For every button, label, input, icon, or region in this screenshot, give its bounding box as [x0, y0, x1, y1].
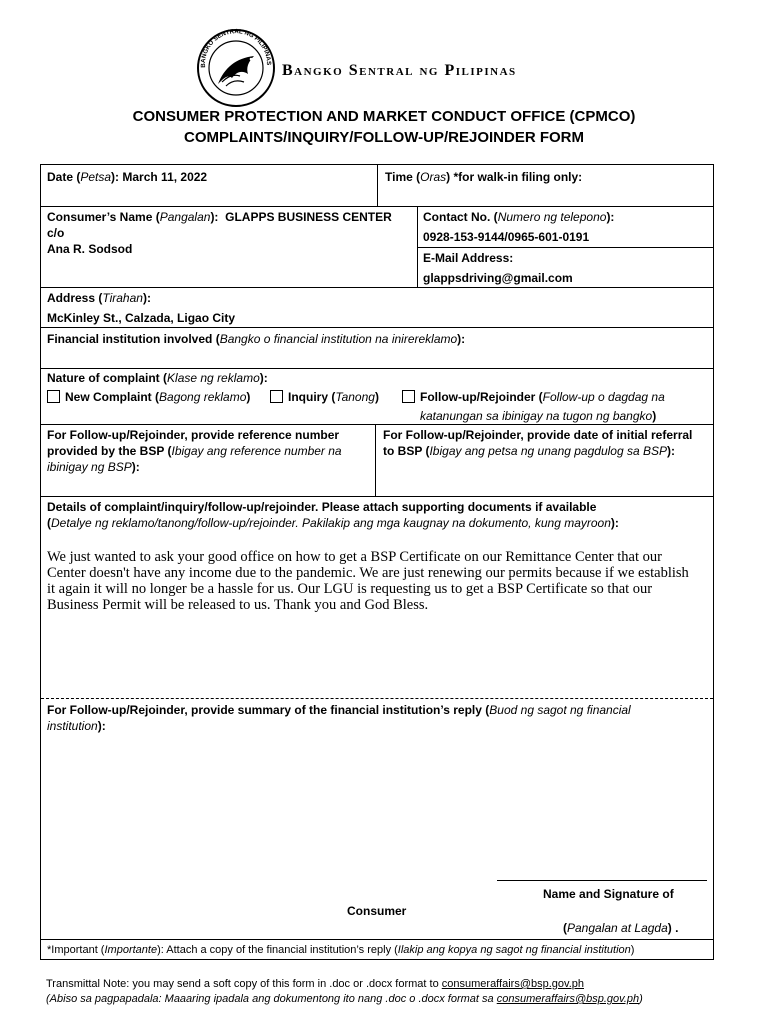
option-follow-up[interactable]: Follow-up/Rejoinder (Follow-up o dagdag na katanungan sa ibinigay na tugon ng bangko)	[402, 389, 665, 424]
email-field[interactable]	[423, 250, 573, 286]
signature-label-tl-text: Pangalan at Lagda	[567, 921, 668, 935]
date-label: Date	[47, 170, 74, 184]
referral-label-tl: Ibigay ang petsa ng unang pagdulog sa BSP	[429, 444, 667, 458]
form-office-title: CONSUMER PROTECTION AND MARKET CONDUCT OFFICE (CPMCO)	[132, 108, 636, 125]
name-value-line1: GLAPPS BUSINESS CENTER c/o	[47, 210, 392, 240]
nature-label-tl: Klase ng reklamo	[167, 371, 260, 385]
date-field[interactable]: Date (Petsa): March 11, 2022	[47, 170, 208, 184]
important-text: Attach a copy of the financial institution’s reply	[166, 944, 392, 956]
date-value: March 11, 2022	[122, 170, 208, 184]
email-value: glappsdriving@gmail.com	[423, 271, 573, 285]
email-link[interactable]: consumeraffairs@bsp.gov.ph	[441, 978, 584, 990]
details-line: it again it will no longer be a hassle for us. Our LGU is requesting us to get a BSP Certificate so that our	[47, 581, 653, 597]
signature-label-tl: (Pangalan at Lagda) .	[563, 921, 679, 935]
option-follow-up-tl: Follow-up o dagdag na	[542, 390, 665, 404]
important-text-tl: Ilakip ang kopya ng sagot ng financial institution	[397, 944, 631, 956]
details-text[interactable]	[47, 549, 689, 613]
institution-label-tl: Bangko o financial institution na inirereklamo	[219, 332, 458, 346]
ref-label-tl2: ibinigay ng BSP	[47, 460, 132, 474]
referral-label-line1: For Follow-up/Rejoinder, provide date of initial referral	[383, 428, 693, 442]
ref-label-tl1: Ibigay ang reference number na	[171, 444, 342, 458]
details-line: We just wanted to ask your good office on how to get a BSP Certificate on our Remittance Center that our	[47, 549, 662, 565]
nature-label: Nature of complaint (Klase ng reklamo):	[47, 371, 268, 385]
nature-label-text: Nature of complaint	[47, 371, 160, 385]
bank-name: Bangko Sentral ng Pilipinas	[282, 62, 517, 79]
transmittal-note-tl: (Abiso sa pagpapadala: Maaaring ipadala ang dokumentong ito nang .doc o .docx format sa consumeraffairs@bsp.gov.ph)	[46, 993, 643, 1005]
name-label: Consumer’s Name	[47, 210, 153, 224]
details-line: Center doesn't have any income due to the pandemic. We are just renewing our permits because if we establish	[47, 565, 689, 581]
transmittal-text: Transmittal Note: you may send a soft copy of this form in .doc or .docx format to	[46, 978, 439, 990]
reply-label-tl2: institution	[47, 719, 98, 733]
details-label-tl: Detalye ng reklamo/tanong/follow-up/rejoinder. Pakilakip ang mga kaugnay na dokumento, kung mayroon	[51, 516, 611, 530]
email-link-tl[interactable]: consumeraffairs@bsp.gov.ph	[496, 993, 640, 1005]
transmittal-text-tl: Abiso sa pagpapadala: Maaaring ipadala ang dokumentong ito nang .doc o .docx format sa	[49, 993, 494, 1005]
ref-label-line2: provided by the BSP	[47, 444, 165, 458]
seal-text: BANGKO SENTRAL NG PILIPINAS	[199, 28, 273, 68]
institution-field[interactable]: Financial institution involved (Bangko o financial institution na inirereklamo):	[47, 332, 466, 346]
checkbox-new-complaint[interactable]	[47, 390, 60, 403]
ref-label-line1: For Follow-up/Rejoinder, provide reference number	[47, 428, 340, 442]
address-field[interactable]: Address (Tirahan): McKinley St., Calzada, Ligao City	[47, 291, 236, 325]
referral-label-line2: to BSP	[383, 444, 423, 458]
checkbox-inquiry[interactable]	[270, 390, 283, 403]
reply-summary-field[interactable]: For Follow-up/Rejoinder, provide summary of the financial institution’s reply (Buod ng sagot ng financial institution):	[47, 703, 631, 733]
signature-line[interactable]	[497, 880, 707, 881]
institution-label: Financial institution involved	[47, 332, 213, 346]
option-new-complaint-tl: Bagong reklamo	[159, 390, 247, 404]
option-follow-up-tl2: katanungan sa ibinigay na tugon ng bangko	[420, 409, 653, 423]
signature-label-consumer: Consumer	[347, 904, 407, 918]
name-label-tl: Pangalan	[159, 210, 211, 224]
consumer-name-field[interactable]: Consumer’s Name (Pangalan): GLAPPS BUSINESS CENTER c/o Ana R. Sodsod	[47, 209, 409, 257]
contact-label-tl: Numero ng telepono	[497, 210, 607, 224]
option-inquiry-label: Inquiry	[288, 390, 329, 404]
reference-number-field[interactable]: For Follow-up/Rejoinder, provide reference number provided by the BSP (Ibigay ang reference number na ibinigay ng BSP):	[47, 427, 371, 475]
contact-field[interactable]: Contact No. (Numero ng telepono): 0928-153-9144/0965-601-0191	[423, 210, 615, 244]
important-label-tl: Importante	[104, 944, 158, 956]
bsp-seal-logo	[196, 28, 276, 108]
checkbox-follow-up[interactable]	[402, 390, 415, 403]
time-field[interactable]: Time (Oras) *for walk-in filing only:	[385, 170, 583, 184]
contact-value: 0928-153-9144/0965-601-0191	[423, 230, 590, 244]
time-note: *for walk-in filing only:	[453, 170, 583, 184]
address-value: McKinley St., Calzada, Ligao City	[47, 311, 236, 325]
address-label: Address	[47, 291, 96, 305]
contact-label: Contact No.	[423, 210, 491, 224]
reply-label: For Follow-up/Rejoinder, provide summary of the financial institution’s reply	[47, 703, 482, 717]
option-follow-up-label: Follow-up/Rejoinder	[420, 390, 536, 404]
details-label-text: Details of complaint/inquiry/follow-up/rejoinder. Please attach supporting documents if available	[47, 500, 597, 514]
important-label: *Important	[47, 944, 98, 956]
email-label: E-Mail Address:	[423, 251, 514, 265]
option-new-complaint[interactable]: New Complaint (Bagong reklamo)	[47, 389, 250, 405]
form-title: COMPLAINTS/INQUIRY/FOLLOW-UP/REJOINDER FORM	[184, 129, 584, 146]
name-value-line2: Ana R. Sodsod	[47, 242, 133, 256]
signature-label: Name and Signature of	[543, 887, 674, 901]
details-label: Details of complaint/inquiry/follow-up/rejoinder. Please attach supporting documents if available (Detalye ng reklamo/tanong/follow-up/rejoinder. Pakilakip ang mga kaugnay na dokumento, kung mayroon):	[47, 500, 619, 530]
transmittal-note	[46, 978, 584, 990]
details-line: Business Permit will be released to us. Thank you and God Bless.	[47, 597, 429, 613]
date-label-tl: Petsa	[80, 170, 112, 184]
option-inquiry-tl: Tanong	[335, 390, 375, 404]
referral-date-field[interactable]: For Follow-up/Rejoinder, provide date of initial referral to BSP (Ibigay ang petsa ng unang pagdulog sa BSP):	[383, 427, 711, 459]
time-label: Time	[385, 170, 413, 184]
reply-label-tl1: Buod ng sagot ng financial	[489, 703, 631, 717]
address-label-tl: Tirahan	[102, 291, 143, 305]
time-label-tl: Oras	[420, 170, 447, 184]
option-new-complaint-label: New Complaint	[65, 390, 152, 404]
important-note: *Important (Importante): Attach a copy of the financial institution’s reply (Ilakip ang kopya ng sagot ng financial institution)	[47, 944, 635, 956]
option-inquiry[interactable]: Inquiry (Tanong)	[270, 389, 379, 405]
form-table	[40, 164, 714, 960]
